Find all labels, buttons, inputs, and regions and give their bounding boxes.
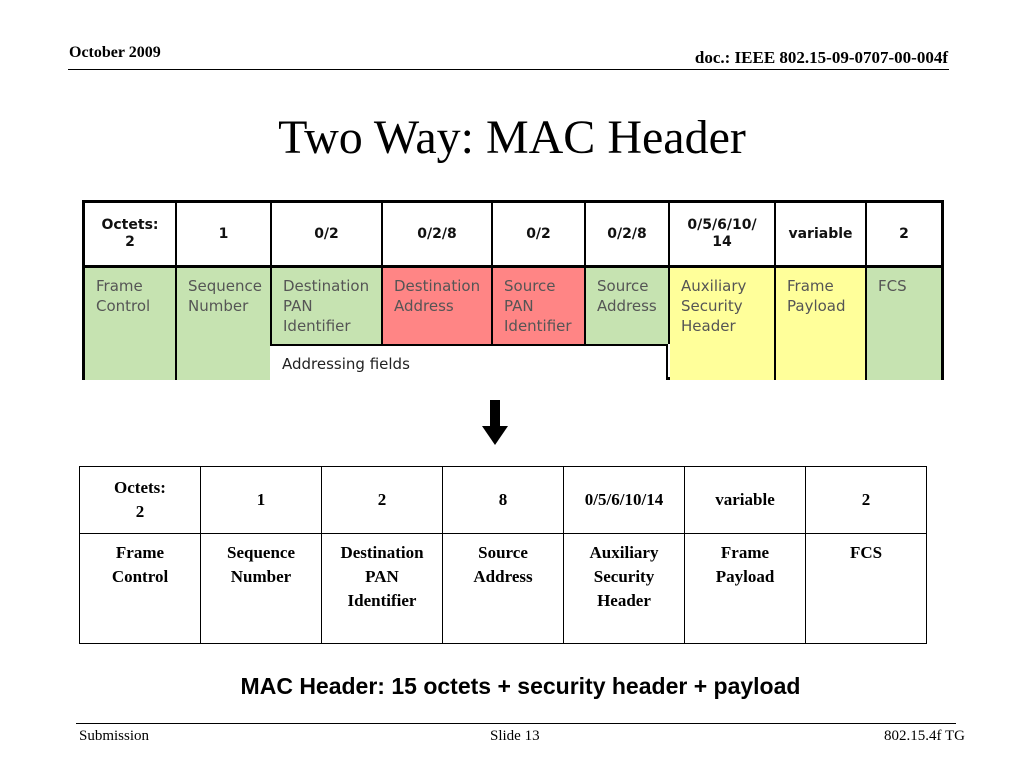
header-date: October 2009 [69, 44, 161, 61]
footer-divider [76, 723, 956, 724]
field-cell: Source Address [443, 534, 564, 644]
orig-field-sequence-number: Sequence Number [177, 268, 272, 380]
octets-cell: variable [685, 467, 806, 534]
footer-group: 802.15.4f TG [884, 728, 965, 744]
octets-cell: 2 [806, 467, 927, 534]
octets-cell: 1 [201, 467, 322, 534]
orig-field-aux-security: Auxiliary Security Header [670, 268, 776, 380]
octets-cell: 2 [322, 467, 443, 534]
addressing-fields-label: Addressing fields [270, 344, 668, 380]
octets-cell: 0/5/6/10/14 [564, 467, 685, 534]
field-cell: Frame Control [80, 534, 201, 644]
header-divider [68, 69, 949, 70]
fields-row [80, 534, 927, 644]
field-cell: Auxiliary Security Header [564, 534, 685, 644]
orig-octets-sequence-number: 1 [177, 203, 272, 268]
orig-field-frame-control: Frame Control [85, 268, 177, 380]
octets-row [80, 467, 927, 534]
footer-submission: Submission [79, 728, 150, 744]
orig-octets-aux-security: 0/5/6/10/ 14 [670, 203, 776, 268]
field-cell: Destination PAN Identifier [322, 534, 443, 644]
orig-field-dest-pan: Destination PAN Identifier [272, 268, 383, 344]
orig-field-fcs: FCS [867, 268, 941, 380]
orig-octets-dest-address: 0/2/8 [383, 203, 493, 268]
original-frame-format-figure [82, 200, 944, 380]
orig-octets-source-address: 0/2/8 [586, 203, 670, 268]
slide-title: Two Way: MAC Header [278, 111, 746, 164]
octets-cell: Octets: 2 [80, 467, 201, 534]
header-doc-id: doc.: IEEE 802.15-09-0707-00-004f [694, 48, 948, 67]
field-cell: FCS [806, 534, 927, 644]
proposed-mac-header-table [79, 466, 927, 644]
orig-octets-frame-control: Octets: 2 [85, 203, 177, 268]
down-arrow-icon [480, 400, 510, 446]
orig-octets-source-pan: 0/2 [493, 203, 586, 268]
orig-field-source-address: Source Address [586, 268, 670, 344]
octets-cell: 8 [443, 467, 564, 534]
orig-field-source-pan: Source PAN Identifier [493, 268, 586, 344]
orig-octets-dest-pan: 0/2 [272, 203, 383, 268]
orig-field-frame-payload: Frame Payload [776, 268, 867, 380]
footer-slide-number: Slide 13 [490, 728, 540, 744]
orig-octets-fcs: 2 [867, 203, 941, 268]
field-cell: Frame Payload [685, 534, 806, 644]
orig-field-dest-address: Destination Address [383, 268, 493, 344]
summary-text: MAC Header: 15 octets + security header + payload [240, 673, 801, 699]
orig-octets-frame-payload: variable [776, 203, 867, 268]
field-cell: Sequence Number [201, 534, 322, 644]
